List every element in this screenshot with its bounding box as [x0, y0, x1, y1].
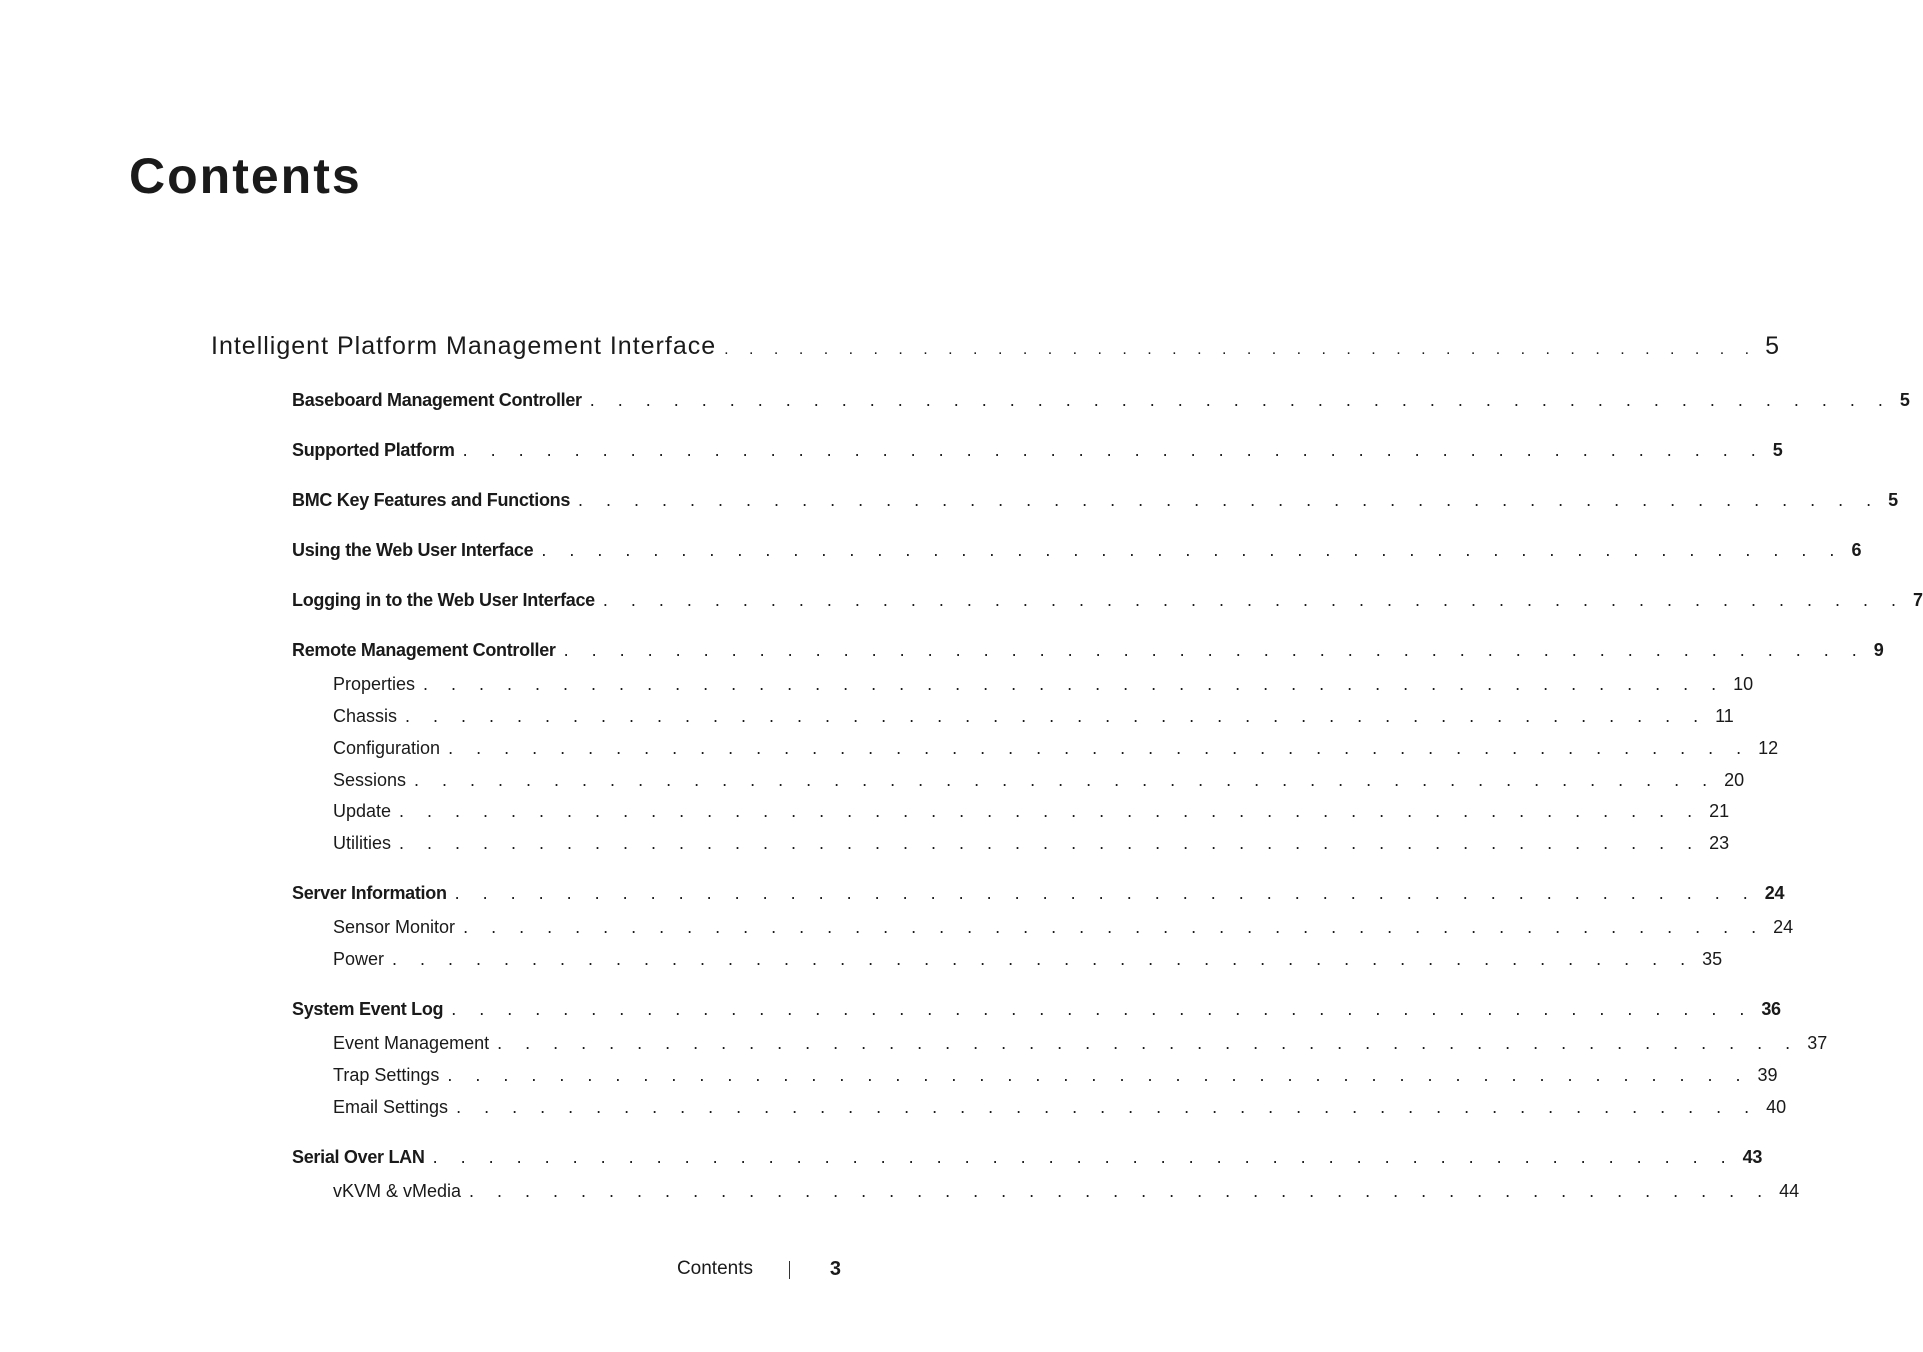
page-footer — [0, 1255, 954, 1283]
toc-section-entry[interactable] — [292, 388, 1910, 412]
dot-leader: . . . . . . . . . . . . . . . . . . . . . . . . . . . . . . . . . . . . . . . . . . . . . . . — [578, 490, 1881, 510]
toc-entry-label: Update — [333, 801, 392, 821]
toc-entry-label: Utilities — [333, 833, 392, 853]
dot-leader: . . . . . . . . . . . . . . . . . . . . . . . . . . . . . . . . . . . . . . . . . . — [724, 341, 1758, 358]
page-title: Contents — [129, 148, 362, 204]
toc-subsection-entry[interactable] — [333, 1031, 1828, 1055]
toc-entry-page-number: 9 — [1873, 640, 1884, 660]
toc-chapter-entry[interactable] — [211, 330, 1781, 366]
dot-leader: . . . . . . . . . . . . . . . . . . . . . . . . . . . . . . . . . . . . . . . . . . . . . . . — [589, 390, 1892, 410]
dot-leader: . . . . . . . . . . . . . . . . . . . . . . . . . . . . . . . . . . . . . . . . . . . . . . . — [405, 706, 1708, 726]
dot-leader: . . . . . . . . . . . . . . . . . . . . . . . . . . . . . . . . . . . . . . . . . . . . . . . — [399, 833, 1702, 853]
toc-entry-label: Sessions — [333, 770, 407, 790]
toc-subsection-entry[interactable] — [333, 1095, 1787, 1119]
dot-leader: . . . . . . . . . . . . . . . . . . . . . . . . . . . . . . . . . . . . . . . . . . . . . . . — [414, 770, 1717, 790]
toc-subsection-entry[interactable] — [333, 831, 1730, 855]
dot-leader: . . . . . . . . . . . . . . . . . . . . . . . . . . . . . . . . . . . . . . . . . . . . . . . — [497, 1033, 1800, 1053]
toc-entry-page-number: 23 — [1709, 833, 1730, 853]
toc-entry-page-number: 20 — [1724, 770, 1745, 790]
toc-entry-page-number: 5 — [1899, 390, 1910, 410]
toc-entry-label: Event Management — [333, 1033, 490, 1053]
toc-entry-label: Using the Web User Interface — [292, 540, 534, 560]
dot-leader: . . . . . . . . . . . . . . . . . . . . . . . . . . . . . . . . . . . . . . . . . . . . . . . — [463, 917, 1766, 937]
dot-leader: . . . . . . . . . . . . . . . . . . . . . . . . . . . . . . . . . . . . . . . . . . . . . . . — [462, 440, 1765, 460]
toc-entry-page-number: 10 — [1733, 674, 1754, 694]
toc-entry-label: Serial Over LAN — [292, 1147, 425, 1167]
dot-leader: . . . . . . . . . . . . . . . . . . . . . . . . . . . . . . . . . . . . . . . . . . . . . . . — [432, 1147, 1735, 1167]
toc-entry-page-number: 24 — [1764, 883, 1785, 903]
toc-entry-page-number: 40 — [1766, 1097, 1787, 1117]
toc-subsection-entry[interactable] — [333, 672, 1754, 696]
toc-section-entry[interactable] — [292, 638, 1884, 662]
dot-leader: . . . . . . . . . . . . . . . . . . . . . . . . . . . . . . . . . . . . . . . . . . . . . . . — [399, 801, 1702, 821]
toc-entry-page-number: 5 — [1888, 490, 1898, 510]
toc-entry-label: vKVM & vMedia — [333, 1181, 462, 1201]
toc-section-entry[interactable] — [292, 538, 1862, 562]
toc-entry-page-number: 43 — [1742, 1147, 1763, 1167]
toc-entry-page-number: 12 — [1758, 738, 1779, 758]
toc-entry-label: Email Settings — [333, 1097, 449, 1117]
chapter-page-number: 5 — [1765, 332, 1781, 360]
toc-entry-page-number: 39 — [1757, 1065, 1778, 1085]
toc-entry-label: Server Information — [292, 883, 447, 903]
toc-entry-label: System Event Log — [292, 999, 444, 1019]
toc-entry-page-number: 7 — [1913, 590, 1923, 610]
toc-entry-label: Logging in to the Web User Interface — [292, 590, 595, 610]
toc-section-entry[interactable] — [292, 881, 1785, 905]
toc-entry-page-number: 35 — [1702, 949, 1723, 969]
toc-subsection-entry[interactable] — [333, 768, 1745, 792]
dot-leader: . . . . . . . . . . . . . . . . . . . . . . . . . . . . . . . . . . . . . . . . . . . . . . . — [451, 999, 1754, 1019]
toc-section-entry[interactable] — [292, 997, 1781, 1021]
toc-entry-label: Trap Settings — [333, 1065, 440, 1085]
toc-entry-page-number: 36 — [1761, 999, 1781, 1019]
toc-entry-label: Baseboard Management Controller — [292, 390, 582, 410]
toc-entry-page-number: 44 — [1779, 1181, 1800, 1201]
toc-subsection-entry[interactable] — [333, 704, 1734, 728]
dot-leader: . . . . . . . . . . . . . . . . . . . . . . . . . . . . . . . . . . . . . . . . . . . . . . . — [454, 883, 1757, 903]
toc-entry-label: Power — [333, 949, 385, 969]
toc-subsection-entry[interactable] — [333, 947, 1723, 971]
dot-leader: . . . . . . . . . . . . . . . . . . . . . . . . . . . . . . . . . . . . . . . . . . . . . . . — [602, 590, 1905, 610]
toc-entry-page-number: 11 — [1715, 706, 1734, 726]
toc-subsection-entry[interactable] — [333, 1179, 1800, 1203]
chapter-title: Intelligent Platform Management Interface — [211, 332, 717, 360]
toc-entry-label: Supported Platform — [292, 440, 455, 460]
toc-entry-page-number: 21 — [1709, 801, 1730, 821]
dot-leader: . . . . . . . . . . . . . . . . . . . . . . . . . . . . . . . . . . . . . . . . . . . . . . . — [423, 674, 1726, 694]
toc-entry-label: Remote Management Controller — [292, 640, 556, 660]
dot-leader: . . . . . . . . . . . . . . . . . . . . . . . . . . . . . . . . . . . . . . . . . . . . . . . — [469, 1181, 1772, 1201]
toc-entry-page-number: 5 — [1772, 440, 1783, 460]
toc-entry-page-number: 24 — [1773, 917, 1794, 937]
dot-leader: . . . . . . . . . . . . . . . . . . . . . . . . . . . . . . . . . . . . . . . . . . . . . . . — [392, 949, 1695, 969]
dot-leader: . . . . . . . . . . . . . . . . . . . . . . . . . . . . . . . . . . . . . . . . . . . . . . . — [456, 1097, 1759, 1117]
toc-subsection-entry[interactable] — [333, 799, 1730, 823]
toc-section-entry[interactable] — [292, 1145, 1763, 1169]
dot-leader: . . . . . . . . . . . . . . . . . . . . . . . . . . . . . . . . . . . . . . . . . . . . . . . — [541, 540, 1844, 560]
toc-subsection-entry[interactable] — [333, 1063, 1778, 1087]
dot-leader: . . . . . . . . . . . . . . . . . . . . . . . . . . . . . . . . . . . . . . . . . . . . . . . — [448, 738, 1751, 758]
toc-section-entry[interactable] — [292, 588, 1923, 612]
toc-subsection-entry[interactable] — [333, 915, 1794, 939]
toc-entry-page-number: 6 — [1851, 540, 1862, 560]
toc-subsection-entry[interactable] — [333, 736, 1779, 760]
toc-entry-label: BMC Key Features and Functions — [292, 490, 571, 510]
toc-section-entry[interactable] — [292, 488, 1898, 512]
dot-leader: . . . . . . . . . . . . . . . . . . . . . . . . . . . . . . . . . . . . . . . . . . . . . . . — [563, 640, 1866, 660]
footer-page-number: 3 — [829, 1258, 841, 1280]
toc-entry-label: Configuration — [333, 738, 441, 758]
toc-section-entry[interactable] — [292, 438, 1783, 462]
footer-label: Contents — [676, 1258, 753, 1279]
toc-entry-label: Sensor Monitor — [333, 917, 456, 937]
dot-leader: . . . . . . . . . . . . . . . . . . . . . . . . . . . . . . . . . . . . . . . . . . . . . . . — [447, 1065, 1750, 1085]
toc-entry-page-number: 37 — [1807, 1033, 1828, 1053]
toc-entry-label: Properties — [333, 674, 416, 694]
toc-entry-label: Chassis — [333, 706, 398, 726]
footer-divider — [789, 1261, 790, 1279]
